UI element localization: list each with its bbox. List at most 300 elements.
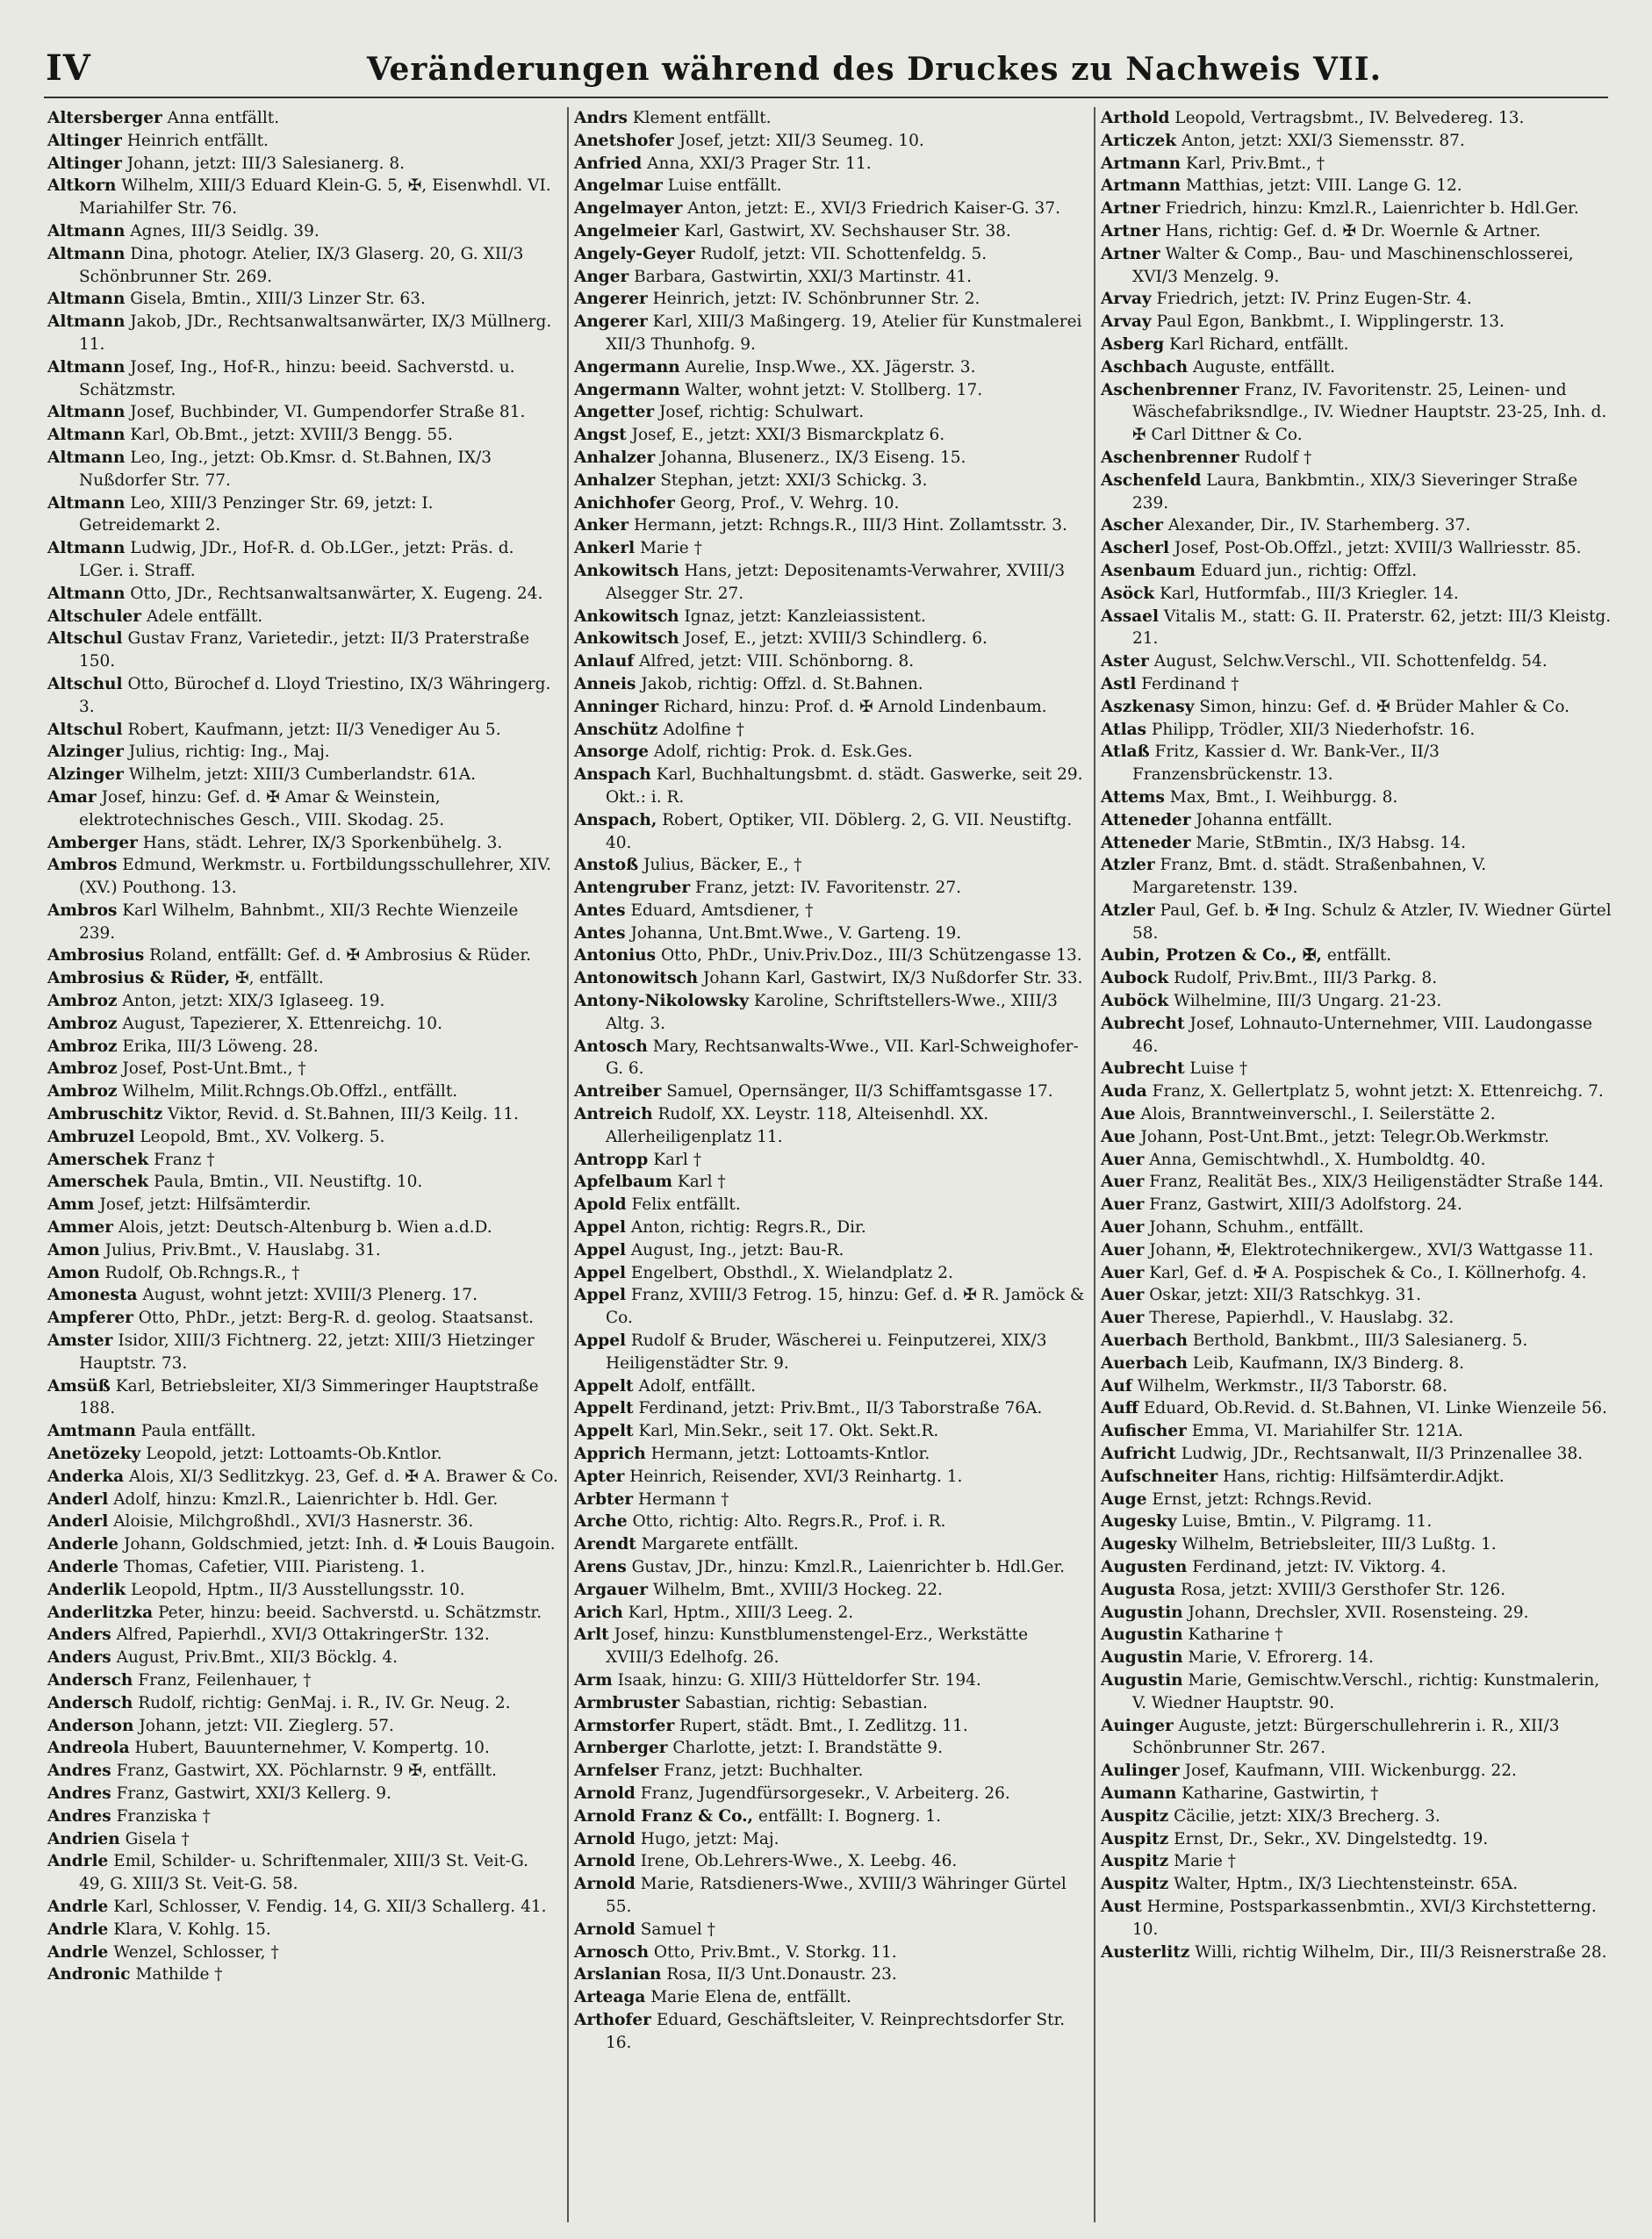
entry-name: Assael: [1101, 606, 1159, 626]
directory-entry: [1101, 1284, 1613, 1307]
entry-name: Arbter: [574, 1489, 634, 1509]
entry-name: Andronic: [47, 1965, 131, 1984]
entry-name: Altinger: [47, 131, 122, 150]
entry-name: Atlas: [1101, 720, 1147, 739]
entry-name: Angerer: [574, 290, 648, 309]
entry-name: Arche: [574, 1512, 628, 1532]
directory-entry: [574, 1171, 1085, 1194]
entry-name: Ankowitsch: [574, 606, 679, 626]
entry-name: Atzler: [1101, 856, 1155, 875]
entry-text: Charlotte, jetzt: I. Brandstätte 9.: [672, 1739, 943, 1758]
entry-name: Ambroz: [47, 1059, 118, 1079]
entry-text: Leo, XIII/3 Penzinger Str. 69, jetzt: I. Getreidemarkt 2.: [79, 493, 434, 535]
entry-name: Anderle: [47, 1558, 119, 1576]
entry-text: Hermine, Postsparkassenbmtin., XVI/3 Kirchstetterng. 10.: [1132, 1897, 1597, 1939]
entry-name: Appel: [574, 1331, 627, 1351]
directory-entry: [574, 107, 1085, 130]
entry-name: Amon: [47, 1263, 100, 1282]
directory-entry: [1101, 809, 1613, 832]
entry-name: Andrs: [574, 109, 628, 127]
entry-text: Marie, V. Efrorerg. 14.: [1188, 1648, 1374, 1668]
directory-entry: [1101, 1353, 1613, 1375]
entry-name: Augusta: [1101, 1580, 1176, 1599]
entry-name: Anderle: [47, 1535, 119, 1554]
directory-entry: [1101, 1669, 1613, 1715]
entry-text: Alois, XI/3 Sedlitzkyg. 23, Gef. d. ✠ A. Brawer & Co.: [128, 1467, 558, 1486]
directory-entry: [47, 311, 558, 356]
directory-entry: [574, 1533, 1085, 1556]
directory-entry: [574, 1669, 1085, 1692]
directory-entry: [574, 1216, 1085, 1239]
directory-entry: [574, 492, 1085, 515]
entry-text: Anna, Gemischtwhdl., X. Humboldtg. 40.: [1149, 1150, 1486, 1169]
directory-entry: [574, 243, 1085, 266]
entry-text: Heinrich, Reisender, XVI/3 Reinhartg. 1.: [629, 1467, 963, 1486]
entry-text: Wenzel, Schlosser, †: [113, 1942, 279, 1962]
header-rule: [44, 97, 1608, 98]
entry-text: Anton, richtig: Regrs.R., Dir.: [630, 1218, 866, 1238]
directory-entry: [574, 1036, 1085, 1081]
entry-text: Anton, jetzt: XIX/3 Iglaseeg. 19.: [122, 992, 385, 1011]
directory-entry: [574, 854, 1085, 877]
directory-entry: [574, 311, 1085, 356]
entry-name: Arnold: [574, 1829, 636, 1848]
entry-text: Berthold, Bankbmt., III/3 Salesianerg. 5.: [1192, 1331, 1528, 1351]
entry-text: Marie, Gemischtw.Verschl., richtig: Kunstmalerin, V. Wiedner Hauptstr. 90.: [1132, 1670, 1600, 1712]
entry-name: Augustin: [1101, 1625, 1183, 1645]
entry-text: Alois, Branntweinverschl., I. Seilerstätte 2.: [1140, 1105, 1496, 1124]
entry-text: Johanna entfällt.: [1196, 810, 1333, 829]
entry-name: Ambroz: [47, 1082, 118, 1102]
entry-name: Apfelbaum: [574, 1173, 672, 1192]
entry-name: Andersch: [47, 1670, 133, 1690]
entry-name: Auda: [1101, 1082, 1147, 1102]
entry-name: Ankerl: [574, 539, 636, 558]
entry-text: August, Priv.Bmt., XII/3 Böcklg. 4.: [116, 1648, 399, 1668]
entry-text: Katharine †: [1188, 1625, 1283, 1645]
entry-name: Aufricht: [1101, 1445, 1176, 1464]
entry-text: Rosa, II/3 Unt.Donaustr. 23.: [666, 1965, 897, 1984]
entry-name: Aschenbrenner: [1101, 380, 1239, 399]
entry-text: Franz, jetzt: Buchhalter.: [664, 1762, 864, 1781]
entry-name: Anstoß: [574, 856, 639, 875]
entry-text: Josef, Ing., Hof-R., hinzu: beeid. Sachverstd. u. Schätzmstr.: [79, 357, 515, 399]
entry-name: Augustin: [1101, 1648, 1183, 1668]
directory-entry: [47, 1669, 558, 1692]
entry-text: Ludwig, JDr., Hof-R. d. Ob.LGer., jetzt: Präs. d. LGer. i. Straff.: [79, 539, 514, 580]
directory-entry: [1101, 537, 1613, 560]
entry-text: Ferdinand, jetzt: IV. Viktorg. 4.: [1192, 1558, 1447, 1576]
entry-text: Klara, V. Kohlg. 15.: [113, 1920, 271, 1939]
entry-text: Gisela †: [125, 1829, 190, 1848]
directory-entry: [574, 401, 1085, 424]
entry-text: Leopold, Hptm., II/3 Ausstellungsstr. 10.: [131, 1580, 465, 1599]
entry-text: Walter, wohnt jetzt: V. Stollberg. 17.: [685, 380, 983, 399]
entry-name: Argauer: [574, 1580, 648, 1599]
directory-entry: [47, 673, 558, 719]
entry-text: Franz, Gastwirt, XIII/3 Adolfstorg. 24.: [1149, 1195, 1462, 1215]
entry-text: Luise, Bmtin., V. Pilgramg. 11.: [1182, 1512, 1433, 1532]
directory-entry: [47, 1080, 558, 1103]
directory-entry: [1101, 514, 1613, 537]
directory-entry: [47, 1239, 558, 1262]
entry-name: Aufschneiter: [1101, 1467, 1218, 1486]
entry-name: Altinger: [47, 154, 122, 173]
directory-entry: [574, 220, 1085, 243]
entry-name: Ambruschitz: [47, 1105, 163, 1124]
directory-entry: [1101, 1511, 1613, 1533]
directory-entry: [574, 1963, 1085, 1986]
directory-entry: [1101, 1489, 1613, 1511]
directory-entry: [1101, 1397, 1613, 1420]
entry-text: Josef, jetzt: Hilfsämterdir.: [99, 1195, 312, 1215]
entry-name: Altmann: [47, 244, 126, 263]
directory-entry: [1101, 1194, 1613, 1216]
entry-name: Anichhofer: [574, 493, 675, 513]
entry-text: Adolfine †: [663, 720, 744, 739]
directory-entry: [47, 1330, 558, 1375]
entry-name: Altschuler: [47, 606, 142, 626]
entry-name: Andrien: [47, 1829, 120, 1848]
entry-text: Roland, entfällt: Gef. d. ✠ Ambrosius & Rüder.: [149, 946, 532, 965]
entry-name: Auerbach: [1101, 1331, 1188, 1351]
entry-text: Samuel, Opernsänger, II/3 Schiffamtsgasse 17.: [666, 1082, 1053, 1102]
entry-name: Arnfelser: [574, 1762, 659, 1781]
entry-name: Auer: [1101, 1150, 1145, 1169]
entry-text: Jakob, richtig: Offzl. d. St.Bahnen.: [641, 674, 923, 693]
entry-text: Eduard jun., richtig: Offzl.: [1200, 561, 1418, 580]
directory-entry: [574, 197, 1085, 220]
directory-entry: [1101, 741, 1613, 786]
entry-name: Andrle: [47, 1942, 109, 1962]
directory-entry: [1101, 1103, 1613, 1126]
entry-name: Ambroz: [47, 1014, 118, 1033]
entry-name: Antony-Nikolowsky: [574, 992, 749, 1011]
entry-name: Armbruster: [574, 1693, 680, 1712]
directory-entry: [1101, 379, 1613, 447]
directory-entry: [1101, 1262, 1613, 1285]
entry-name: Anninger: [574, 697, 659, 716]
directory-entry: [47, 356, 558, 402]
entry-text: Adolf, richtig: Prok. d. Esk.Ges.: [653, 743, 913, 762]
entry-text: Karl, Hutformfab., III/3 Kriegler. 14.: [1160, 584, 1459, 603]
entry-name: Attems: [1101, 787, 1165, 807]
directory-entry: [1101, 1533, 1613, 1556]
directory-entry: [47, 1624, 558, 1647]
directory-entry: [574, 1443, 1085, 1466]
entry-name: Amtmann: [47, 1422, 136, 1441]
entry-text: Otto, PhDr., jetzt: Berg-R. d. geolog. Staatsanst.: [138, 1309, 534, 1328]
entry-text: Johanna, Unt.Bmt.Wwe., V. Garteng. 19.: [630, 923, 962, 943]
directory-entry: [574, 1420, 1085, 1443]
directory-entry: [1101, 1307, 1613, 1330]
directory-entry: [574, 1941, 1085, 1964]
directory-entry: [574, 1850, 1085, 1873]
entry-text: Heinrich entfällt.: [126, 131, 269, 150]
directory-entry: [47, 719, 558, 742]
directory-entry: [574, 1579, 1085, 1602]
column-1: [42, 107, 569, 2222]
entry-text: Margarete entfällt.: [641, 1535, 799, 1554]
entry-text: Julius, Bäcker, E., †: [643, 856, 802, 875]
entry-name: Aubrecht: [1101, 1059, 1185, 1079]
directory-entry: [47, 741, 558, 764]
directory-entry: [574, 447, 1085, 470]
entry-text: Anton, jetzt: E., XVI/3 Friedrich Kaiser-G. 37.: [687, 199, 1060, 219]
directory-entry: [1101, 1850, 1613, 1873]
entry-text: Adele entfällt.: [146, 606, 263, 626]
entry-name: Ampferer: [47, 1309, 133, 1328]
entry-name: Aue: [1101, 1127, 1136, 1146]
entry-name: Alzinger: [47, 743, 124, 762]
directory-entry: [574, 1511, 1085, 1533]
entry-name: Arnberger: [574, 1739, 668, 1758]
directory-entry: [574, 266, 1085, 289]
entry-text: Walter, Hptm., IX/3 Liechtensteinstr. 65A.: [1174, 1875, 1519, 1894]
directory-entry: [574, 1397, 1085, 1420]
entry-name: Altmann: [47, 426, 126, 445]
entry-name: Atlaß: [1101, 743, 1150, 762]
entry-name: Auer: [1101, 1263, 1145, 1282]
entry-text: Alexander, Dir., IV. Starhemberg. 37.: [1167, 516, 1471, 535]
entry-name: Appel: [574, 1218, 627, 1238]
column-2: [569, 107, 1095, 2222]
entry-text: Hermann, jetzt: Rchngs.R., III/3 Hint. Zollamtsstr. 3.: [634, 516, 1067, 535]
directory-entry: [1101, 1624, 1613, 1647]
directory-entry: [47, 1941, 558, 1964]
entry-name: Altersberger: [47, 109, 162, 127]
entry-name: Anspach,: [574, 810, 657, 829]
directory-entry: [47, 130, 558, 153]
entry-name: Arnold: [574, 1920, 636, 1939]
directory-entry: [1101, 1760, 1613, 1783]
entry-name: Augustin: [1101, 1670, 1183, 1690]
entry-name: Altmann: [47, 493, 126, 513]
directory-entry: [47, 153, 558, 176]
entry-text: Leopold, Vertragsbmt., IV. Belvedereg. 13.: [1174, 109, 1525, 127]
entry-name: Augesky: [1101, 1535, 1177, 1554]
entry-name: Anhalzer: [574, 470, 656, 490]
entry-text: Alfred, jetzt: VIII. Schönborng. 8.: [639, 652, 915, 671]
directory-entry: [47, 1058, 558, 1080]
entry-name: Ambroz: [47, 1037, 118, 1056]
entry-text: Hermann, jetzt: Lottoamts-Kntlor.: [650, 1445, 930, 1464]
entry-name: Angst: [574, 426, 627, 445]
entry-name: Antes: [574, 923, 626, 943]
entry-name: Anhalzer: [574, 448, 656, 467]
entry-name: Andrle: [47, 1897, 109, 1916]
entry-text: Karl, Priv.Bmt., †: [1186, 154, 1325, 173]
entry-name: Appelt: [574, 1376, 634, 1396]
entry-text: Friedrich, jetzt: IV. Prinz Eugen-Str. 4.: [1156, 290, 1472, 309]
entry-name: Angermann: [574, 357, 680, 377]
entry-text: Rosa, jetzt: XVIII/3 Gersthofer Str. 126.: [1181, 1580, 1506, 1599]
entry-name: Aszkenasy: [1101, 697, 1195, 716]
entry-text: Irene, Ob.Lehrers-Wwe., X. Leebg. 46.: [640, 1852, 958, 1871]
entry-name: Arthofer: [574, 2010, 651, 2029]
directory-entry: [574, 560, 1085, 606]
directory-entry: [1101, 1375, 1613, 1398]
entry-name: Anderka: [47, 1467, 125, 1486]
directory-entry: [1101, 1896, 1613, 1941]
directory-entry: [1101, 1579, 1613, 1602]
entry-text: Alois, jetzt: Deutsch-Altenburg b. Wien a.d.D.: [118, 1218, 492, 1238]
directory-entry: [1101, 854, 1613, 900]
entry-name: Augusten: [1101, 1558, 1188, 1576]
entry-text: Hans, städt. Lehrer, IX/3 Sporkenbühelg. 3.: [142, 833, 503, 852]
entry-name: Aschenfeld: [1101, 470, 1202, 490]
entry-name: Arnold: [574, 1783, 636, 1803]
entry-name: Auer: [1101, 1286, 1145, 1305]
directory-entry: [47, 1828, 558, 1851]
directory-entry: [1101, 220, 1613, 243]
entry-name: Andersch: [47, 1693, 133, 1712]
entry-text: Edmund, Werkmstr. u. Fortbildungsschullehrer, XIV. (XV.) Pouthong. 13.: [79, 856, 551, 898]
entry-text: Oskar, jetzt: XII/3 Ratschkyg. 31.: [1149, 1286, 1422, 1305]
entry-text: Hermann †: [638, 1489, 729, 1509]
entry-text: Josef, richtig: Schulwart.: [659, 403, 865, 422]
entry-text: Gustav, JDr., hinzu: Kmzl.R., Laienrichter b. Hdl.Ger.: [631, 1558, 1066, 1576]
directory-entry: [574, 719, 1085, 742]
entry-name: Anderl: [47, 1489, 109, 1509]
directory-entry: [1101, 470, 1613, 515]
directory-entry: [47, 1850, 558, 1896]
entry-name: Asöck: [1101, 584, 1155, 603]
entry-name: Altmann: [47, 448, 126, 467]
entry-text: Otto, Bürochef d. Lloyd Triestino, IX/3 Währingerg. 3.: [79, 674, 551, 716]
directory-entry: [574, 1489, 1085, 1511]
entry-name: Altmann: [47, 357, 126, 377]
entry-name: Angelmayer: [574, 199, 683, 219]
entry-name: Atzler: [1101, 901, 1155, 920]
entry-text: Leopold, jetzt: Lottoamts-Ob.Kntlor.: [146, 1445, 442, 1464]
entry-name: Anlauf: [574, 652, 635, 671]
entry-name: Ambrosius & Rüder,: [47, 969, 231, 988]
directory-entry: [574, 673, 1085, 696]
entry-text: Cäcilie, jetzt: XIX/3 Brecherg. 3.: [1174, 1806, 1440, 1826]
entry-text: Franz, Bmt. d. städt. Straßenbahnen, V. Margaretenstr. 139.: [1132, 856, 1487, 898]
entry-text: Georg, Prof., V. Wehrg. 10.: [679, 493, 900, 513]
entry-name: Aufischer: [1101, 1422, 1187, 1441]
directory-entry: [574, 877, 1085, 900]
entry-text: Johanna, Blusenerz., IX/3 Eiseng. 15.: [660, 448, 966, 467]
entry-name: Ambros: [47, 856, 118, 875]
entry-text: Karl †: [677, 1173, 726, 1192]
directory-entry: [1101, 334, 1613, 356]
entry-name: Arslanian: [574, 1965, 662, 1984]
directory-entry: [47, 990, 558, 1013]
directory-entry: [47, 832, 558, 855]
entry-name: Antonius: [574, 946, 657, 965]
entry-name: Arens: [574, 1558, 627, 1576]
entry-text: Franz, Feilenhauer, †: [138, 1670, 312, 1690]
directory-entry: [47, 1466, 558, 1489]
entry-name: Amsüß: [47, 1376, 111, 1396]
entry-text: Marie †: [640, 539, 702, 558]
entry-text: Aloisie, Milchgroßhdl., XVI/3 Hasnerstr. 36.: [113, 1512, 474, 1532]
entry-text: Peter, hinzu: beeid. Sachverstd. u. Schätzmstr.: [158, 1603, 542, 1622]
entry-name: Antes: [574, 901, 626, 920]
directory-entry: [47, 606, 558, 628]
entry-name: Anderlitzka: [47, 1603, 154, 1622]
entry-name: Auböck: [1101, 992, 1169, 1011]
entry-name: Andres: [47, 1762, 111, 1781]
entry-name: Arnosch: [574, 1942, 650, 1962]
directory-entry: [1101, 1828, 1613, 1851]
directory-entry: [1101, 650, 1613, 673]
directory-entry: [574, 741, 1085, 764]
entry-name: Auspitz: [1101, 1875, 1169, 1894]
entry-name: Anderlik: [47, 1580, 126, 1599]
directory-entry: [574, 922, 1085, 945]
entry-name: Auff: [1101, 1399, 1138, 1418]
directory-entry: [47, 1692, 558, 1715]
entry-text: Josef, Lohnauto-Unternehmer, VIII. Laudongasse 46.: [1132, 1014, 1592, 1056]
entry-text: Auguste, jetzt: Bürgerschullehrerin i. R., XII/3 Schönbrunner Str. 267.: [1132, 1716, 1560, 1758]
entry-text: Mathilde †: [135, 1965, 223, 1984]
entry-text: Aurelie, Insp.Wwe., XX. Jägerstr. 3.: [685, 357, 976, 377]
entry-text: Willi, richtig Wilhelm, Dir., III/3 Reisnerstraße 28.: [1195, 1942, 1607, 1962]
directory-entry: [1101, 1058, 1613, 1080]
entry-text: Samuel †: [640, 1920, 715, 1939]
directory-entry: [574, 514, 1085, 537]
entry-text: Karl Richard, entfällt.: [1169, 334, 1349, 354]
directory-entry: [574, 1239, 1085, 1262]
directory-entry: [1101, 1420, 1613, 1443]
directory-entry: [574, 990, 1085, 1036]
entry-text: Erika, III/3 Löweng. 28.: [122, 1037, 319, 1056]
entry-name: Appelt: [574, 1399, 634, 1418]
directory-entry: [574, 1783, 1085, 1805]
entry-text: Franz, Gastwirt, XXI/3 Kellerg. 9.: [116, 1783, 391, 1803]
directory-entry: [574, 470, 1085, 492]
entry-text: Marie, StBmtin., IX/3 Habsg. 14.: [1196, 833, 1466, 852]
entry-text: Felix entfällt.: [631, 1195, 741, 1215]
entry-text: Karl, Min.Sekr., seit 17. Okt. Sekt.R.: [638, 1422, 939, 1441]
entry-name: Andrle: [47, 1852, 109, 1871]
entry-name: Altschul: [47, 720, 123, 739]
entry-text: Simon, hinzu: Gef. d. ✠ Brüder Mahler & Co.: [1199, 697, 1570, 716]
entry-text: Rudolf, Ob.Rchngs.R., †: [104, 1263, 300, 1282]
directory-entry: [47, 288, 558, 311]
entry-text: Jakob, JDr., Rechtsanwaltsanwärter, IX/3 Müllnerg. 11.: [79, 312, 552, 354]
directory-entry: [1101, 696, 1613, 719]
directory-entry: [47, 854, 558, 900]
directory-entry: [47, 1375, 558, 1421]
entry-text: Wilhelm, Bmt., XVIII/3 Hockeg. 22.: [652, 1580, 943, 1599]
entry-text: Franz, Realität Bes., XIX/3 Heiligenstädter Straße 144.: [1149, 1173, 1604, 1192]
directory-entry: [1101, 1080, 1613, 1103]
entry-name: Amerschek: [47, 1173, 149, 1192]
entry-name: Anger: [574, 267, 629, 286]
entry-text: Wilhelm, Milit.Rchngs.Ob.Offzl., entfällt.: [122, 1082, 458, 1102]
entry-name: Aust: [1101, 1897, 1142, 1916]
directory-entry: [47, 220, 558, 243]
entry-text: Adolf, entfällt.: [638, 1376, 756, 1396]
directory-columns: [42, 107, 1622, 2222]
entry-text: Franz, Jugendfürsorgesekr., V. Arbeiterg. 26.: [640, 1783, 1010, 1803]
directory-entry: [1101, 1443, 1613, 1466]
entry-text: Eduard, Amtsdiener, †: [630, 901, 814, 920]
directory-entry: [47, 175, 558, 220]
directory-entry: [1101, 243, 1613, 289]
entry-text: Barbara, Gastwirtin, XXI/3 Martinstr. 41.: [634, 267, 973, 286]
directory-entry: [1101, 1149, 1613, 1172]
entry-text: Otto, PhDr., Univ.Priv.Doz., III/3 Schützengasse 13.: [660, 946, 1082, 965]
entry-name: Augustin: [1101, 1603, 1183, 1622]
entry-text: Karl, XIII/3 Maßingerg. 19, Atelier für Kunstmalerei XII/3 Thunhofg. 9.: [606, 312, 1082, 354]
entry-name: Altmann: [47, 584, 126, 603]
